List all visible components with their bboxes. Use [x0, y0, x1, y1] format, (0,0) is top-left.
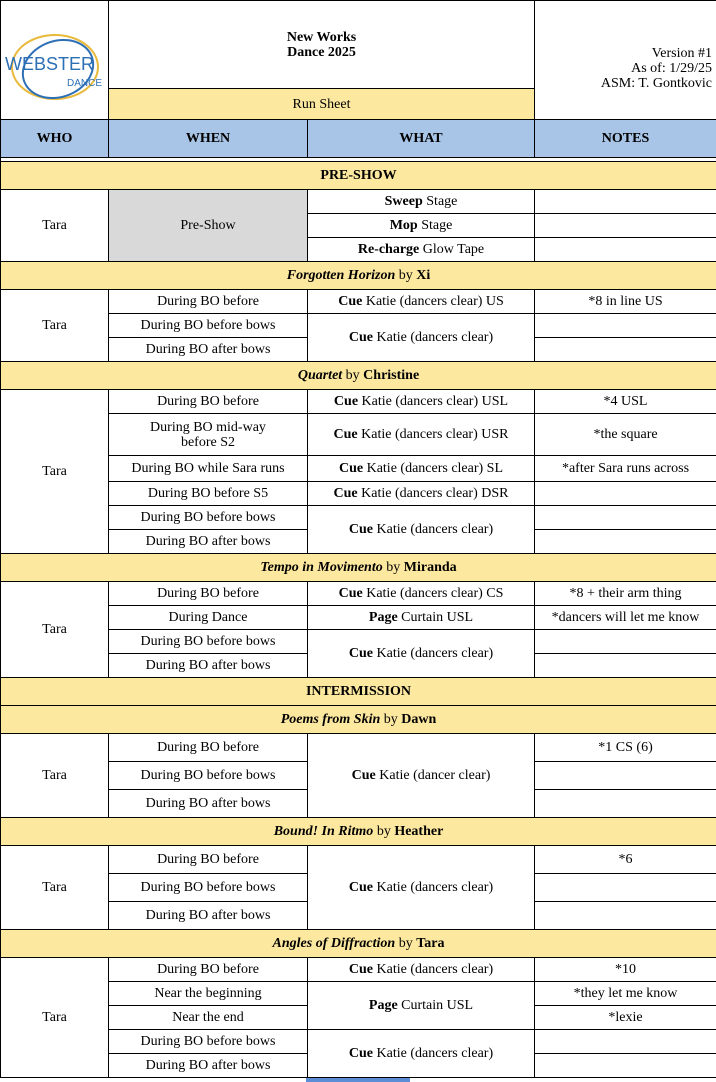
cue-word: Cue	[333, 427, 358, 442]
webster-dance-logo	[3, 10, 109, 110]
by-text: by	[386, 560, 401, 575]
note-cell: *lexie	[535, 1006, 716, 1030]
what-text: Katie (dancers clear) DSR	[361, 486, 509, 501]
what-text: Katie (dancers clear)	[376, 880, 494, 895]
what-text: Katie (dancers clear) USR	[361, 427, 509, 442]
when-cell: During BO before	[109, 582, 308, 606]
when-cell: During BO before	[109, 390, 308, 414]
piece-title: Angles of Diffraction	[272, 936, 396, 951]
when-cell: During BO before	[109, 734, 308, 762]
note-cell: *the square	[535, 414, 716, 456]
section-quartet	[1, 362, 716, 390]
choreographer: Dawn	[401, 712, 437, 727]
note-cell	[535, 214, 716, 238]
cue-word: Cue	[333, 486, 358, 501]
task-rest: Stage	[421, 218, 453, 233]
note-cell	[535, 506, 716, 530]
note-cell: *6	[535, 846, 716, 874]
section-tempo-in-movimento	[1, 554, 716, 582]
task-verb: Re-charge	[357, 242, 420, 257]
choreographer: Xi	[416, 268, 431, 283]
task-verb: Mop	[389, 218, 418, 233]
piece-title: Poems from Skin	[280, 712, 381, 727]
task-rest: Stage	[426, 194, 458, 209]
note-cell	[535, 190, 716, 214]
page-word: Page	[368, 610, 398, 625]
what-text: Katie (dancers clear)	[376, 330, 494, 345]
what-text: Curtain USL	[401, 998, 474, 1013]
when-cell: During BO after bows	[109, 1054, 308, 1078]
what-cell	[308, 958, 535, 982]
who-cell: Tara	[1, 190, 109, 262]
section-intermission	[1, 678, 716, 706]
title-line-1: New Works	[286, 29, 357, 45]
who-cell: Tara	[1, 390, 109, 554]
when-cell: During BO before	[109, 846, 308, 874]
col-who: WHO	[1, 120, 109, 158]
when-cell: During BO before bows	[109, 1030, 308, 1054]
by-text: by	[383, 712, 398, 727]
by-text: by	[345, 368, 360, 383]
note-cell	[535, 314, 716, 338]
note-cell: *10	[535, 958, 716, 982]
section-poems-from-skin	[1, 706, 716, 734]
note-cell: *they let me know	[535, 982, 716, 1006]
what-cell	[308, 290, 535, 314]
note-cell	[535, 654, 716, 678]
run-sheet-subtitle: Run Sheet	[109, 89, 535, 120]
who-cell: Tara	[1, 290, 109, 362]
task-mop	[308, 214, 535, 238]
when-cell: Near the end	[109, 1006, 308, 1030]
piece-title: Tempo in Movimento	[260, 560, 383, 575]
scroll-indicator[interactable]	[306, 1078, 410, 1082]
what-cell	[308, 414, 535, 456]
when-cell: During BO after bows	[109, 338, 308, 362]
what-cell	[308, 456, 535, 482]
by-text: by	[376, 824, 391, 839]
asm-text: ASM: T. Gontkovic	[600, 76, 713, 91]
logo-word: WEBSTER	[5, 54, 95, 74]
when-cell: During BO before bows	[109, 762, 308, 790]
what-cell	[308, 1030, 535, 1078]
document-info	[535, 1, 716, 120]
when-cell: During BO after bows	[109, 654, 308, 678]
when-cell: During BO before	[109, 958, 308, 982]
what-text: Katie (dancers clear)	[376, 522, 494, 537]
note-cell	[535, 1054, 716, 1078]
when-cell	[109, 414, 308, 456]
when-cell: During BO before	[109, 290, 308, 314]
what-text: Katie (dancers clear) USL	[361, 394, 509, 409]
note-cell	[535, 338, 716, 362]
cue-word: Cue	[348, 962, 374, 977]
choreographer: Christine	[363, 368, 420, 383]
col-when: WHEN	[109, 120, 308, 158]
who-cell: Tara	[1, 734, 109, 818]
what-cell	[308, 506, 535, 554]
by-text: by	[398, 936, 413, 951]
when-cell: During BO before S5	[109, 482, 308, 506]
cue-word: Cue	[338, 586, 363, 601]
who-cell: Tara	[1, 582, 109, 678]
when-line: before S2	[180, 434, 236, 450]
cue-word: Cue	[333, 394, 359, 409]
page-title	[109, 1, 535, 89]
what-cell	[308, 630, 535, 678]
logo-sub: DANCE	[67, 78, 103, 89]
piece-title: Forgotten Horizon	[286, 268, 396, 283]
who-cell: Tara	[1, 846, 109, 930]
title-line-2: Dance 2025	[287, 44, 356, 60]
section-forgotten-horizon	[1, 262, 716, 290]
what-cell	[308, 482, 535, 506]
what-cell	[308, 314, 535, 362]
what-text: Katie (dancers clear) US	[365, 294, 504, 309]
cue-word: Cue	[348, 646, 374, 661]
what-text: Katie (dancers clear) SL	[366, 461, 504, 476]
what-cell	[308, 734, 535, 818]
when-line: During BO mid-way	[150, 419, 266, 435]
note-cell	[535, 874, 716, 902]
cue-word: Cue	[348, 330, 374, 345]
choreographer: Heather	[394, 824, 444, 839]
note-cell: *4 USL	[535, 390, 716, 414]
cue-word: Cue	[338, 294, 363, 309]
page-word: Page	[368, 998, 398, 1013]
who-cell: Tara	[1, 958, 109, 1078]
when-cell: During BO before bows	[109, 630, 308, 654]
when-cell: During Dance	[109, 606, 308, 630]
note-cell	[535, 1030, 716, 1054]
note-cell: *8 in line US	[535, 290, 716, 314]
section-title: PRE-SHOW	[320, 168, 397, 183]
cue-word: Cue	[348, 1046, 374, 1061]
section-angles-of-diffraction	[1, 930, 716, 958]
what-text: Katie (dancers clear)	[376, 962, 494, 977]
task-recharge	[308, 238, 535, 262]
when-cell: During BO after bows	[109, 530, 308, 554]
what-text: Katie (dancers clear)	[376, 1046, 494, 1061]
what-cell	[308, 846, 535, 930]
version-text: Version #1	[651, 46, 713, 61]
task-sweep	[308, 190, 535, 214]
as-of-text: As of: 1/29/25	[631, 61, 713, 76]
note-cell: *8 + their arm thing	[535, 582, 716, 606]
task-rest: Glow Tape	[422, 242, 485, 257]
cue-word: Cue	[348, 522, 374, 537]
section-title: INTERMISSION	[305, 684, 412, 699]
when-cell: Near the beginning	[109, 982, 308, 1006]
when-cell: During BO after bows	[109, 902, 308, 930]
note-cell	[535, 630, 716, 654]
col-what: WHAT	[308, 120, 535, 158]
cue-word: Cue	[338, 461, 364, 476]
choreographer: Tara	[416, 936, 445, 951]
what-text: Curtain USL	[401, 610, 474, 625]
when-cell: Pre-Show	[109, 190, 308, 262]
when-cell: During BO after bows	[109, 790, 308, 818]
when-cell: During BO while Sara runs	[109, 456, 308, 482]
when-cell: During BO before bows	[109, 506, 308, 530]
piece-title: Quartet	[297, 368, 343, 383]
what-cell	[308, 982, 535, 1030]
what-cell	[308, 582, 535, 606]
section-bound-in-ritmo	[1, 818, 716, 846]
piece-title: Bound! In Ritmo	[273, 824, 374, 839]
task-verb: Sweep	[384, 194, 423, 209]
cue-word: Cue	[351, 768, 376, 783]
col-notes: NOTES	[535, 120, 716, 158]
choreographer: Miranda	[403, 560, 457, 575]
logo-cell	[1, 1, 109, 120]
note-cell	[535, 902, 716, 930]
note-cell	[535, 790, 716, 818]
what-text: Katie (dancer clear)	[379, 768, 491, 783]
note-cell	[535, 238, 716, 262]
cue-word: Cue	[348, 880, 374, 895]
note-cell	[535, 482, 716, 506]
note-cell: *1 CS (6)	[535, 734, 716, 762]
note-cell: *after Sara runs across	[535, 456, 716, 482]
by-text: by	[398, 268, 413, 283]
note-cell	[535, 762, 716, 790]
what-cell	[308, 606, 535, 630]
what-cell	[308, 390, 535, 414]
section-preshow	[1, 162, 716, 190]
what-text: Katie (dancers clear)	[376, 646, 494, 661]
note-cell: *dancers will let me know	[535, 606, 716, 630]
when-cell: During BO before bows	[109, 314, 308, 338]
note-cell	[535, 530, 716, 554]
when-cell: During BO before bows	[109, 874, 308, 902]
what-text: Katie (dancers clear) CS	[366, 586, 504, 601]
